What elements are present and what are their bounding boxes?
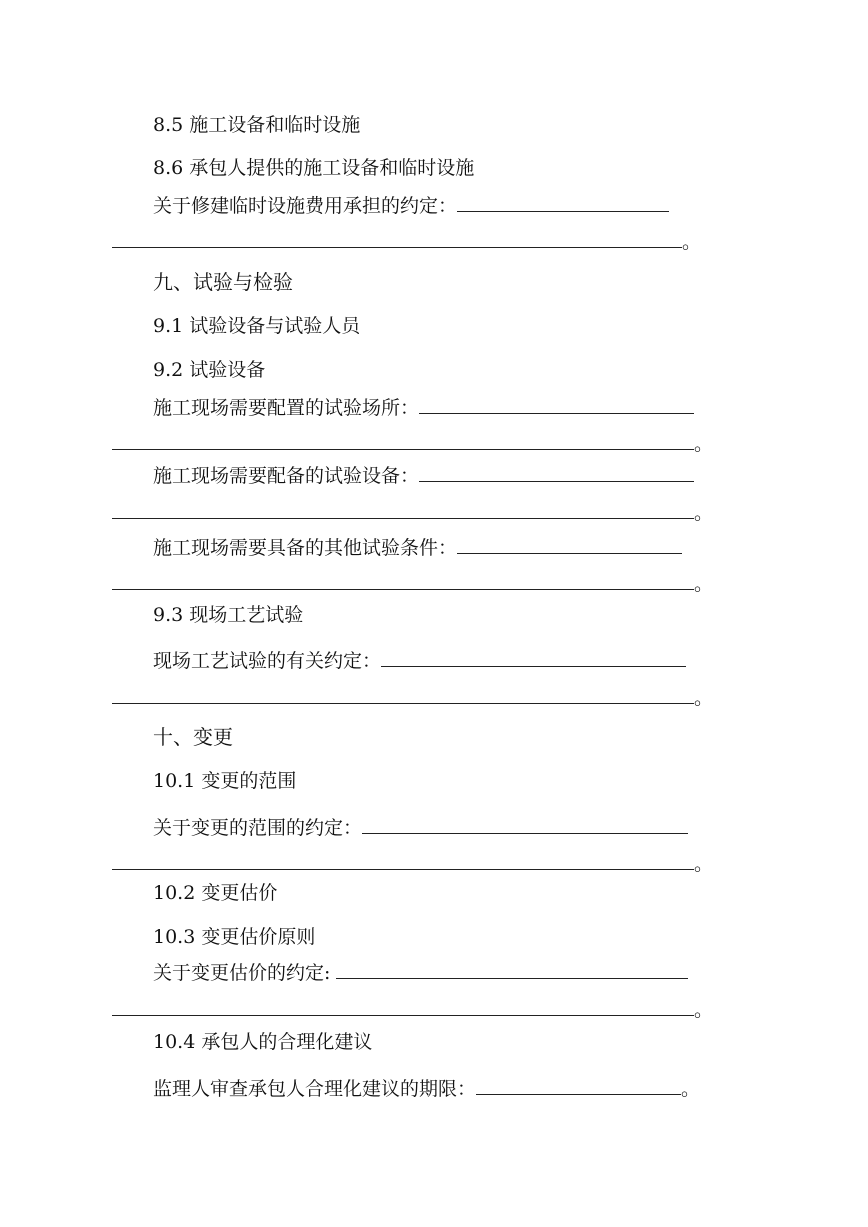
- temp-facility-cost-continuation: [112, 229, 701, 253]
- temp-facility-cost-row: [153, 193, 669, 218]
- change-valuation-continuation: [112, 997, 713, 1021]
- other-test-conditions-continuation: [112, 571, 713, 595]
- change-scope-blank-2[interactable]: [112, 851, 694, 870]
- process-test-blank[interactable]: [381, 648, 686, 667]
- test-site-blank-2[interactable]: [112, 431, 694, 450]
- test-equipment-row: [153, 463, 694, 488]
- clause-9-1: 9.1 试验设备与试验人员: [153, 315, 361, 337]
- change-scope-label: 关于变更的范围的约定：: [153, 817, 363, 839]
- change-scope-row: [153, 815, 688, 840]
- chapter-9-heading: 九、试验与检验: [153, 270, 293, 294]
- clause-9-3: 9.3 现场工艺试验: [153, 604, 304, 626]
- change-scope-continuation: [112, 851, 713, 875]
- test-site-row: [153, 395, 694, 420]
- clause-8-5: 8.5 施工设备和临时设施: [153, 114, 361, 136]
- process-test-continuation: [112, 685, 713, 709]
- change-valuation-label: 关于变更估价的约定:: [153, 962, 331, 984]
- other-test-conditions-blank[interactable]: [457, 535, 682, 554]
- test-equipment-continuation: [112, 500, 713, 524]
- test-site-label: 施工现场需要配置的试验场所：: [153, 397, 420, 419]
- period: 。: [694, 687, 714, 709]
- clause-10-2: 10.2 变更估价: [153, 882, 278, 904]
- clause-10-1: 10.1 变更的范围: [153, 770, 297, 792]
- period: 。: [694, 999, 714, 1021]
- change-valuation-row: [153, 960, 688, 985]
- change-valuation-blank[interactable]: [336, 960, 688, 979]
- test-site-blank[interactable]: [419, 395, 694, 414]
- process-test-row: [153, 648, 686, 673]
- temp-facility-cost-label: 关于修建临时设施费用承担的约定：: [153, 195, 458, 217]
- temp-facility-cost-blank[interactable]: [457, 193, 669, 212]
- process-test-blank-2[interactable]: [112, 685, 694, 704]
- period: 。: [682, 231, 702, 253]
- test-equipment-blank-2[interactable]: [112, 500, 694, 519]
- period: 。: [681, 1078, 701, 1100]
- period: 。: [694, 853, 714, 875]
- process-test-label: 现场工艺试验的有关约定：: [153, 650, 382, 672]
- other-test-conditions-row: [153, 535, 682, 560]
- temp-facility-cost-blank-2[interactable]: [112, 229, 682, 248]
- change-valuation-blank-2[interactable]: [112, 997, 694, 1016]
- period: 。: [694, 433, 714, 455]
- clause-10-4: 10.4 承包人的合理化建议: [153, 1031, 373, 1053]
- chapter-10-heading: 十、变更: [153, 725, 233, 749]
- clause-8-6: 8.6 承包人提供的施工设备和临时设施: [153, 157, 475, 179]
- test-site-continuation: [112, 431, 713, 455]
- proposal-review-row: [153, 1076, 700, 1101]
- proposal-review-blank[interactable]: [476, 1076, 681, 1095]
- clause-9-2: 9.2 试验设备: [153, 359, 266, 381]
- test-equipment-blank[interactable]: [419, 463, 694, 482]
- change-scope-blank[interactable]: [362, 815, 688, 834]
- period: 。: [694, 573, 714, 595]
- test-equipment-label: 施工现场需要配备的试验设备：: [153, 465, 420, 487]
- period: 。: [694, 502, 714, 524]
- proposal-review-label: 监理人审查承包人合理化建议的期限：: [153, 1078, 477, 1100]
- other-test-conditions-blank-2[interactable]: [112, 571, 694, 590]
- clause-10-3: 10.3 变更估价原则: [153, 926, 316, 948]
- other-test-conditions-label: 施工现场需要具备的其他试验条件：: [153, 537, 458, 559]
